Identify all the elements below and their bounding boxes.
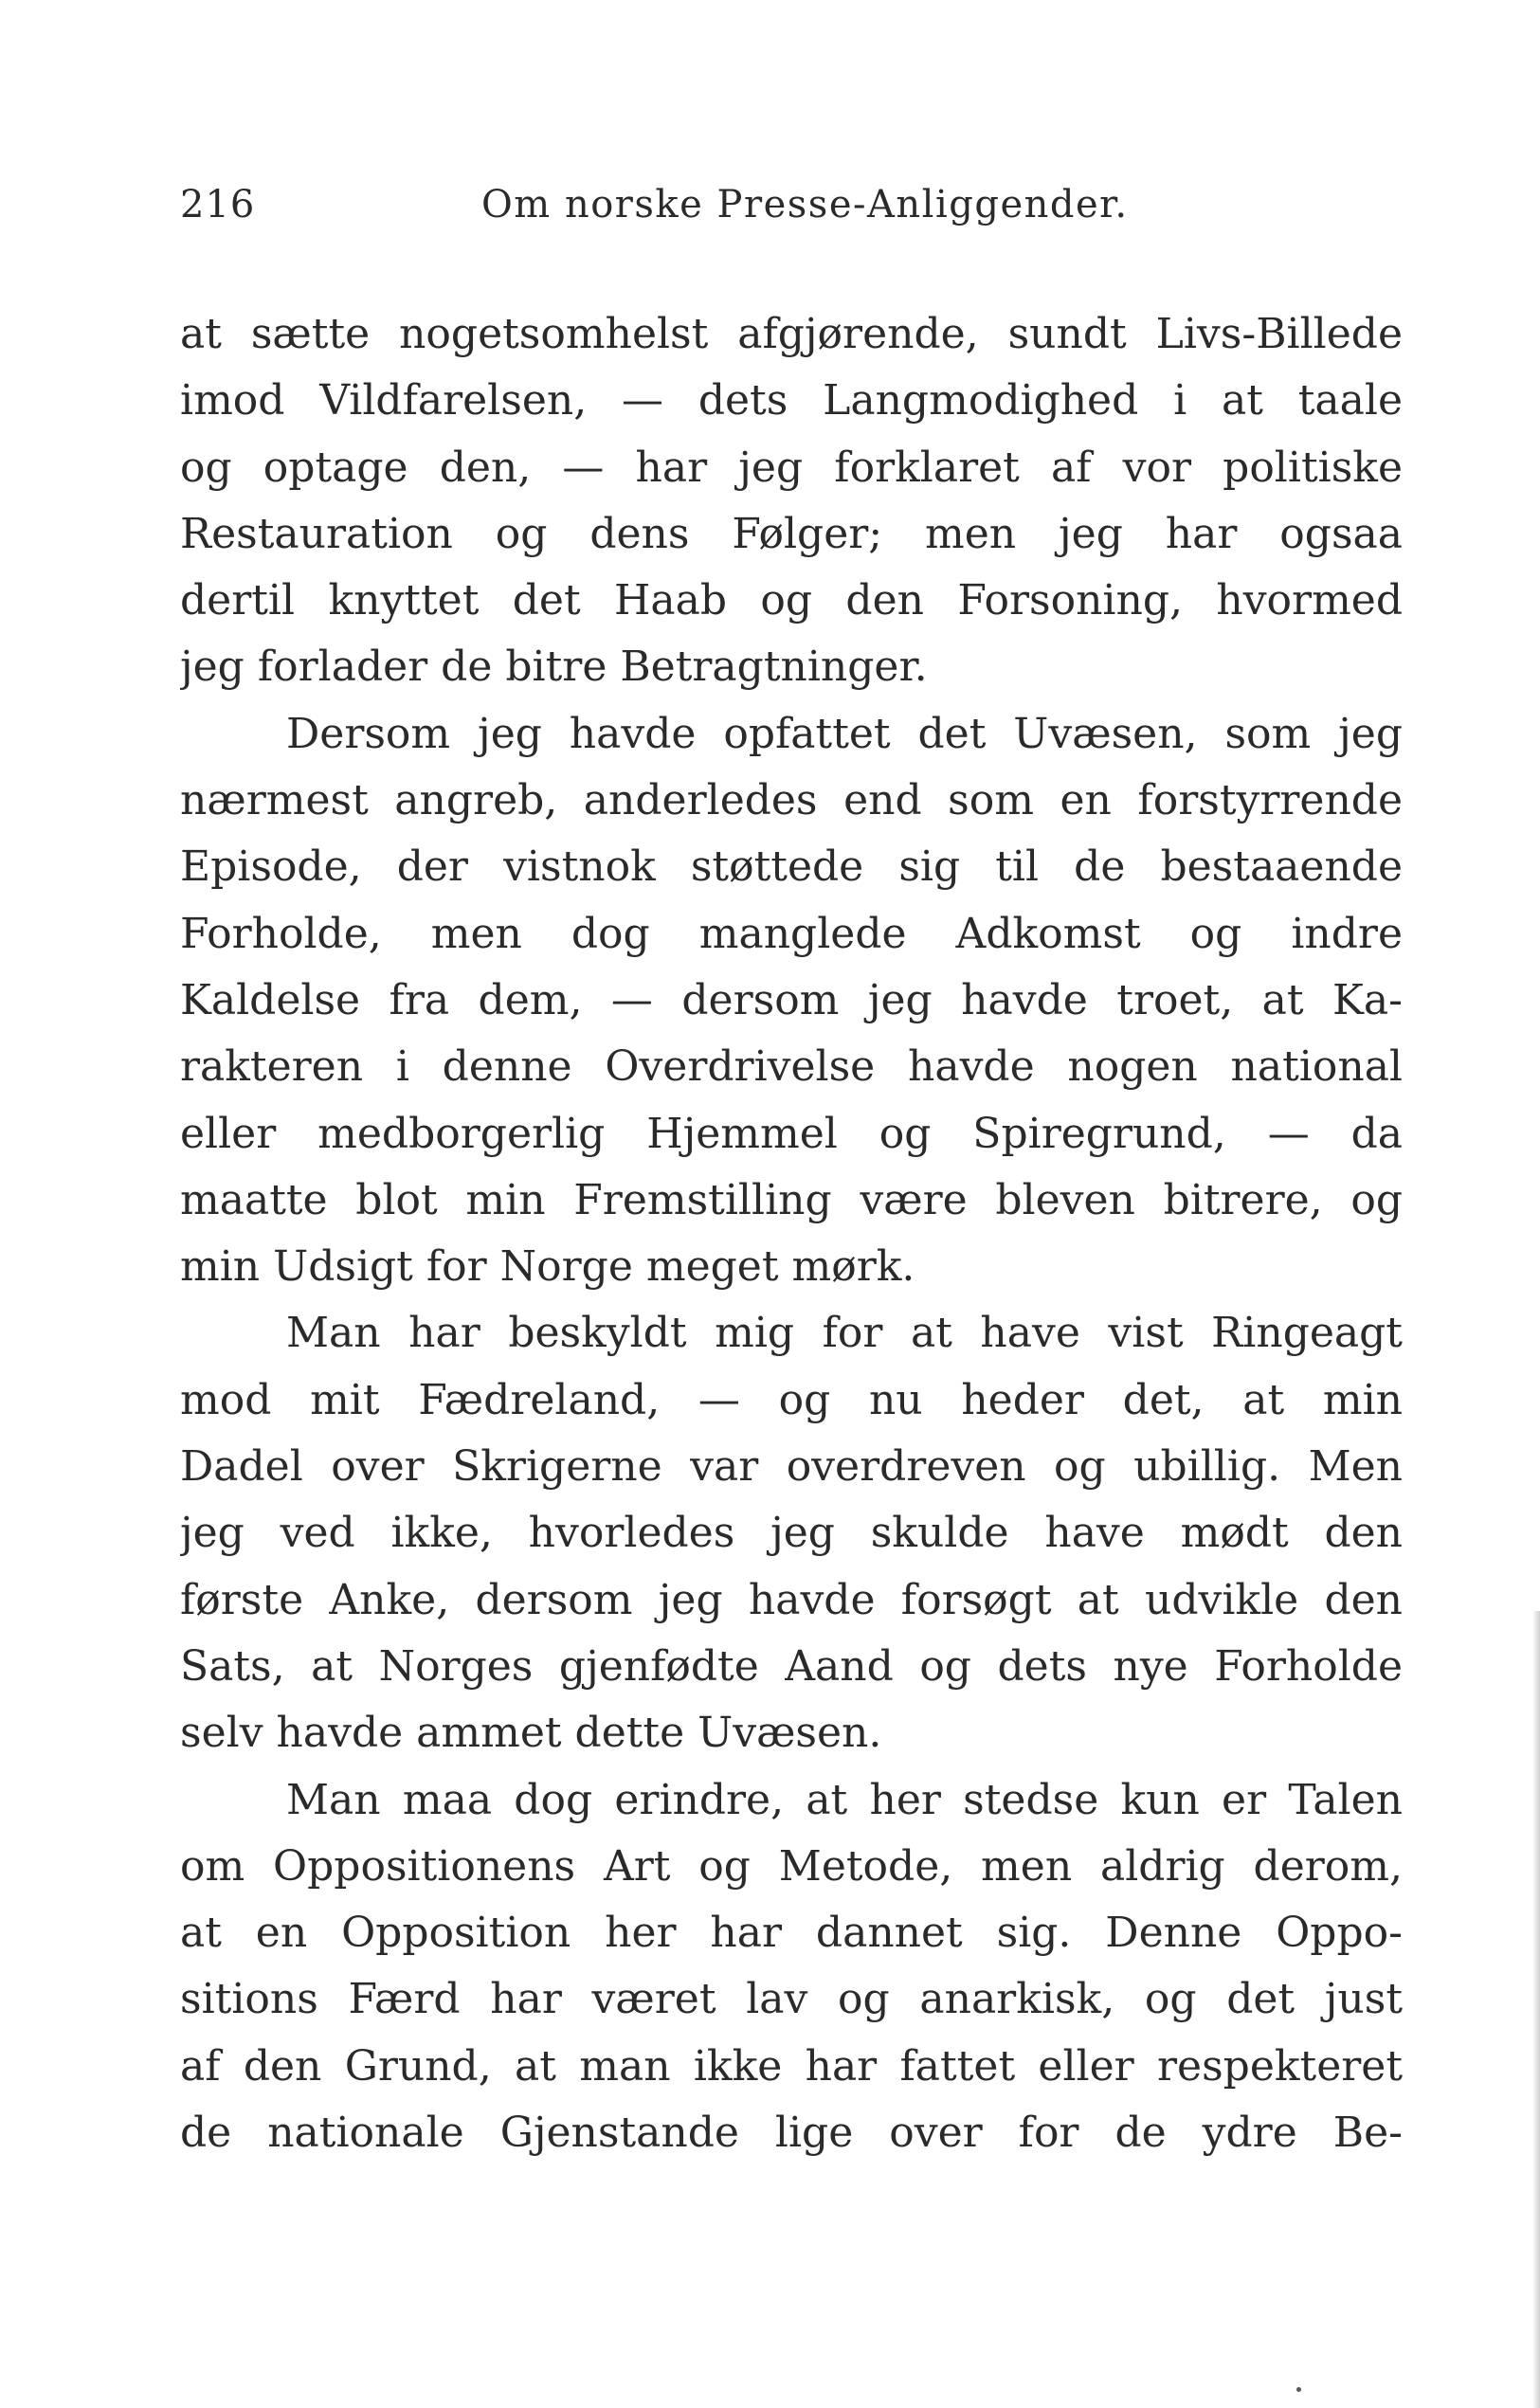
text-line: af den Grund, at man ikke har fattet eller respekteret xyxy=(180,2041,1403,2091)
text-line: Sats, at Norges gjenfødte Aand og dets nye Forholde xyxy=(180,1641,1403,1691)
text-line: og optage den, — har jeg forklaret af vor politiske xyxy=(180,443,1403,492)
page-number: 216 xyxy=(180,183,256,226)
running-title: Om norske Presse-Anliggender. xyxy=(481,183,1129,226)
text-line: selv havde ammet dette Uvæsen. xyxy=(180,1709,882,1758)
text-line: at en Opposition her har dannet sig. Denne Oppo- xyxy=(180,1909,1403,1958)
text-line: sitions Færd har været lav og anarkisk, og det just xyxy=(180,1975,1403,2024)
paragraph-4 xyxy=(180,1767,1403,2167)
text-line: jeg ved ikke, hvorledes jeg skulde have mødt den xyxy=(180,1509,1403,1558)
text-line: Restauration og dens Følger; men jeg har ogsaa xyxy=(180,509,1403,558)
page-edge-shadow xyxy=(1532,1611,1540,2408)
ink-speck xyxy=(1296,2387,1301,2392)
text-line: Episode, der vistnok støttede sig til de bestaaende xyxy=(180,842,1403,892)
text-line: Dersom jeg havde opfattet det Uvæsen, som jeg xyxy=(286,709,1403,758)
paragraph-3 xyxy=(180,1300,1403,1766)
text-line: Dadel over Skrigerne var overdreven og ubillig. Men xyxy=(180,1442,1403,1492)
text-line: min Udsigt for Norge meget mørk. xyxy=(180,1242,915,1292)
text-line: at sætte nogetsomhelst afgjørende, sundt Livs-Billede xyxy=(180,310,1403,358)
text-line: de nationale Gjenstande lige over for de ydre Be- xyxy=(180,2109,1403,2158)
text-line: nærmest angreb, anderledes end som en forstyrrende xyxy=(180,776,1403,825)
body-text xyxy=(180,301,1403,2166)
text-line: om Oppositionens Art og Metode, men aldrig derom, xyxy=(180,1841,1403,1891)
text-line: maatte blot min Fremstilling være bleven bitrere, og xyxy=(180,1175,1403,1224)
text-line: rakteren i denne Overdrivelse havde nogen national xyxy=(180,1042,1403,1092)
text-line: eller medborgerlig Hjemmel og Spiregrund, — da xyxy=(180,1109,1403,1158)
text-line: jeg forlader de bitre Betragtninger. xyxy=(180,643,928,692)
page-header xyxy=(180,183,1403,240)
text-line: mod mit Fædreland, — og nu heder det, at min xyxy=(180,1375,1403,1424)
text-line: imod Vildfarelsen, — dets Langmodighed i at taale xyxy=(180,376,1403,425)
text-line: Man har beskyldt mig for at have vist Ringeagt xyxy=(286,1309,1403,1358)
text-line: Forholde, men dog manglede Adkomst og indre xyxy=(180,909,1403,958)
text-line: dertil knyttet det Haab og den Forsoning, hvormed xyxy=(180,576,1403,625)
paragraph-1 xyxy=(180,301,1403,701)
text-line: første Anke, dersom jeg havde forsøgt at udvikle den xyxy=(180,1575,1403,1624)
paragraph-2 xyxy=(180,701,1403,1301)
text-line: Man maa dog erindre, at her stedse kun er Talen xyxy=(286,1775,1403,1824)
text-line: Kaldelse fra dem, — dersom jeg havde troet, at Ka- xyxy=(180,975,1403,1024)
